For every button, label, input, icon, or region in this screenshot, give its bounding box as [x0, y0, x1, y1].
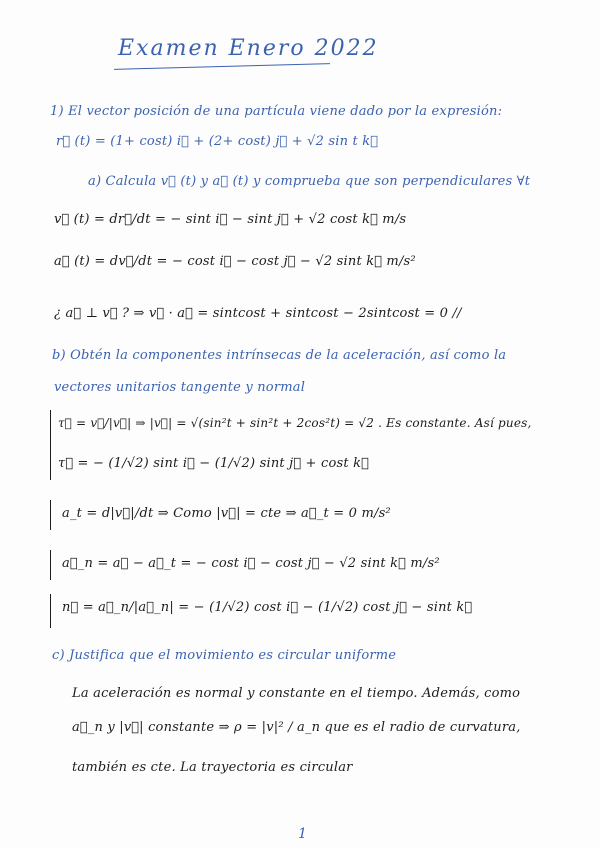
- page-title: Examen Enero 2022: [118, 36, 379, 61]
- tangent-unit-vector: τ⃗ = − (1/√2) sint i⃗ − (1/√2) sint j⃗ + cost k⃗: [58, 456, 369, 471]
- margin-bracket-normal-unit: [50, 594, 51, 628]
- velocity-equation: v⃗ (t) = dr⃗/dt = − sint i⃗ − sint j⃗ + √2 cost k⃗ m/s: [54, 212, 407, 227]
- margin-bracket-tangential: [50, 500, 51, 530]
- part-c-answer-line-2: a⃗_n y |v⃗| constante ⇒ ρ = |v|² / a_n que es el radio de curvatura,: [72, 720, 521, 735]
- question-1-intro: 1) El vector posición de una partícula viene dado por la expresión:: [50, 104, 503, 119]
- part-c-answer-line-3: también es cte. La trayectoria es circular: [72, 760, 353, 775]
- question-1-position-vector: r⃗ (t) = (1+ cost) i⃗ + (2+ cost) j⃗ + √2 sin t k⃗: [56, 134, 379, 149]
- perpendicularity-check: ¿ a⃗ ⊥ v⃗ ? ⇒ v⃗ · a⃗ = sintcost + sintcost − 2sintcost = 0 //: [54, 306, 462, 321]
- page-number: 1: [298, 826, 307, 842]
- part-c-prompt: c) Justifica que el movimiento es circular uniforme: [52, 648, 397, 663]
- title-underline: [114, 63, 330, 70]
- normal-acceleration: a⃗_n = a⃗ − a⃗_t = − cost i⃗ − cost j⃗ − √2 sint k⃗ m/s²: [62, 556, 440, 571]
- margin-bracket-normal: [50, 550, 51, 580]
- margin-bracket-tangent: [50, 410, 51, 480]
- tangential-acceleration: a_t = d|v⃗|/dt ⇒ Como |v⃗| = cte ⇒ a⃗_t = 0 m/s²: [62, 506, 391, 521]
- normal-unit-vector: n⃗ = a⃗_n/|a⃗_n| = − (1/√2) cost i⃗ − (1/√2) cost j⃗ − sint k⃗: [62, 600, 473, 615]
- part-b-prompt-line-2: vectores unitarios tangente y normal: [54, 380, 306, 395]
- part-a-prompt: a) Calcula v⃗ (t) y a⃗ (t) y comprueba que son perpendiculares ∀t: [88, 174, 531, 189]
- part-b-prompt-line-1: b) Obtén la componentes intrínsecas de la aceleración, así como la: [52, 348, 507, 363]
- part-c-answer-line-1: La aceleración es normal y constante en el tiempo. Además, como: [72, 686, 521, 701]
- acceleration-equation: a⃗ (t) = dv⃗/dt = − cost i⃗ − cost j⃗ − √2 sint k⃗ m/s²: [54, 254, 416, 269]
- tangent-unit-vector-definition: τ⃗ = v⃗/|v⃗| ⇒ |v⃗| = √(sin²t + sin²t + 2cos²t) = √2 . Es constante. Así pues,: [58, 416, 532, 430]
